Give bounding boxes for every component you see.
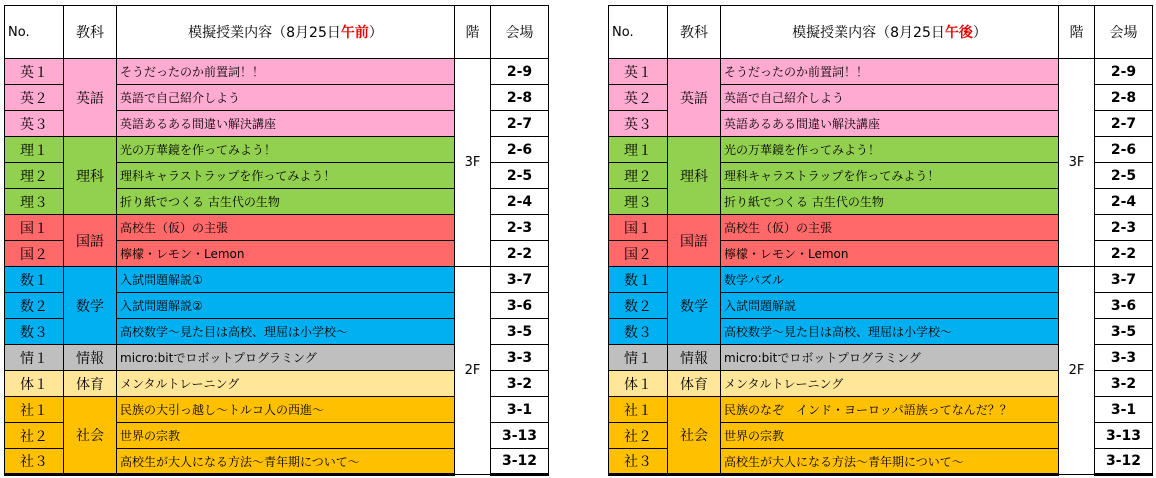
row-number: 社２ bbox=[5, 423, 64, 449]
venue-room: 2-2 bbox=[491, 241, 549, 267]
row-number: 数１ bbox=[5, 267, 64, 293]
lesson-title: そうだったのか前置詞！！ bbox=[117, 59, 455, 85]
lesson-title: 高校数学～見た目は高校、理屈は小学校～ bbox=[117, 319, 455, 345]
row-number: 英１ bbox=[5, 59, 64, 85]
row-number: 理２ bbox=[609, 163, 668, 189]
header-title-suffix: ） bbox=[368, 25, 383, 41]
lesson-title: 光の万華鏡を作ってみよう！ bbox=[721, 137, 1059, 163]
header-row bbox=[609, 6, 1153, 59]
header-floor: 階 bbox=[1059, 6, 1095, 59]
header-title bbox=[721, 6, 1059, 59]
venue-room: 3-5 bbox=[491, 319, 549, 345]
table-row bbox=[5, 267, 549, 293]
lesson-title: micro:bitでロボットプログラミング bbox=[721, 345, 1059, 371]
lesson-title: 英語あるある間違い解決講座 bbox=[721, 111, 1059, 137]
lesson-title: 世界の宗教 bbox=[117, 423, 455, 449]
subject-cell-english: 英語 bbox=[64, 59, 117, 137]
venue-room: 2-6 bbox=[1095, 137, 1153, 163]
lesson-title: 数学パズル bbox=[721, 267, 1059, 293]
lesson-title: 入試問題解説① bbox=[117, 267, 455, 293]
venue-room: 3-1 bbox=[1095, 397, 1153, 423]
venue-room: 2-5 bbox=[1095, 163, 1153, 189]
header-floor: 階 bbox=[455, 6, 491, 59]
table-row bbox=[609, 267, 1153, 293]
subject-cell-math: 数学 bbox=[64, 267, 117, 345]
lesson-title: 折り紙でつくる 古生代の生物 bbox=[721, 189, 1059, 215]
header-row bbox=[5, 6, 549, 59]
header-no: No. bbox=[609, 6, 668, 59]
row-number: 理１ bbox=[5, 137, 64, 163]
header-title-suffix: ） bbox=[972, 25, 987, 41]
lesson-title: 英語で自己紹介しよう bbox=[721, 85, 1059, 111]
venue-room: 3-6 bbox=[491, 293, 549, 319]
subject-cell-info: 情報 bbox=[64, 345, 117, 371]
venue-room: 3-2 bbox=[1095, 371, 1153, 397]
lesson-title: 理科キャラストラップを作ってみよう！ bbox=[721, 163, 1059, 189]
header-title-highlight: 午後 bbox=[944, 25, 973, 41]
header-no: No. bbox=[5, 6, 64, 59]
row-number: 数２ bbox=[5, 293, 64, 319]
row-number: 情１ bbox=[609, 345, 668, 371]
row-number: 英３ bbox=[609, 111, 668, 137]
morning-schedule-table bbox=[4, 5, 549, 476]
venue-room: 2-4 bbox=[491, 189, 549, 215]
lesson-title: 光の万華鏡を作ってみよう！ bbox=[117, 137, 455, 163]
lesson-title: 理科キャラストラップを作ってみよう！ bbox=[117, 163, 455, 189]
lesson-title: 高校数学～見た目は高校、理屈は小学校～ bbox=[721, 319, 1059, 345]
table-row bbox=[609, 59, 1153, 85]
venue-room: 2-2 bbox=[1095, 241, 1153, 267]
row-number: 国２ bbox=[609, 241, 668, 267]
venue-room: 3-13 bbox=[491, 423, 549, 449]
venue-room: 3-7 bbox=[1095, 267, 1153, 293]
subject-cell-japanese: 国語 bbox=[64, 215, 117, 267]
venue-room: 3-12 bbox=[491, 449, 549, 475]
row-number: 社２ bbox=[609, 423, 668, 449]
venue-room: 3-3 bbox=[1095, 345, 1153, 371]
lesson-title: 英語で自己紹介しよう bbox=[117, 85, 455, 111]
venue-room: 2-6 bbox=[491, 137, 549, 163]
venue-room: 2-9 bbox=[491, 59, 549, 85]
lesson-title: 折り紙でつくる 古生代の生物 bbox=[117, 189, 455, 215]
row-number: 体１ bbox=[5, 371, 64, 397]
venue-room: 2-9 bbox=[1095, 59, 1153, 85]
venue-room: 3-1 bbox=[491, 397, 549, 423]
venue-room: 2-5 bbox=[491, 163, 549, 189]
subject-cell-science: 理科 bbox=[668, 137, 721, 215]
lesson-title: 高校生が大人になる方法～青年期について～ bbox=[721, 449, 1059, 475]
afternoon-schedule-table bbox=[608, 5, 1153, 476]
venue-room: 2-7 bbox=[491, 111, 549, 137]
floor-cell-3f: 3F bbox=[1059, 59, 1095, 267]
row-number: 英２ bbox=[5, 85, 64, 111]
row-number: 国２ bbox=[5, 241, 64, 267]
subject-cell-social: 社会 bbox=[64, 397, 117, 475]
row-number: 数２ bbox=[609, 293, 668, 319]
lesson-title: 檸檬・レモン・Lemon bbox=[117, 241, 455, 267]
venue-room: 2-3 bbox=[491, 215, 549, 241]
lesson-title: micro:bitでロボットプログラミング bbox=[117, 345, 455, 371]
subject-cell-info: 情報 bbox=[668, 345, 721, 371]
row-number: 数３ bbox=[609, 319, 668, 345]
row-number: 社３ bbox=[609, 449, 668, 475]
row-number: 英１ bbox=[609, 59, 668, 85]
venue-room: 3-12 bbox=[1095, 449, 1153, 475]
row-number: 数３ bbox=[5, 319, 64, 345]
subject-cell-math: 数学 bbox=[668, 267, 721, 345]
floor-cell-2f: 2F bbox=[455, 267, 491, 475]
row-number: 英３ bbox=[5, 111, 64, 137]
row-number: 理２ bbox=[5, 163, 64, 189]
header-title-prefix: 模擬授業内容（8月25日 bbox=[188, 25, 341, 41]
lesson-title: 民族のなぞ インド・ヨーロッパ語族ってなんだ？？ bbox=[721, 397, 1059, 423]
subject-cell-social: 社会 bbox=[668, 397, 721, 475]
lesson-title: そうだったのか前置詞！！ bbox=[721, 59, 1059, 85]
subject-cell-english: 英語 bbox=[668, 59, 721, 137]
row-number: 理１ bbox=[609, 137, 668, 163]
venue-room: 2-7 bbox=[1095, 111, 1153, 137]
venue-room: 2-4 bbox=[1095, 189, 1153, 215]
row-number: 社３ bbox=[5, 449, 64, 475]
row-number: 英２ bbox=[609, 85, 668, 111]
floor-cell-2f: 2F bbox=[1059, 267, 1095, 475]
venue-room: 2-8 bbox=[1095, 85, 1153, 111]
header-title-highlight: 午前 bbox=[340, 25, 369, 41]
lesson-title: 世界の宗教 bbox=[721, 423, 1059, 449]
subject-cell-science: 理科 bbox=[64, 137, 117, 215]
venue-room: 3-7 bbox=[491, 267, 549, 293]
header-title bbox=[117, 6, 455, 59]
row-number: 社１ bbox=[609, 397, 668, 423]
header-venue: 会場 bbox=[1095, 6, 1153, 59]
floor-cell-3f: 3F bbox=[455, 59, 491, 267]
subject-cell-pe: 体育 bbox=[668, 371, 721, 397]
lesson-title: 民族の大引っ越し～トルコ人の西進～ bbox=[117, 397, 455, 423]
row-number: 国１ bbox=[5, 215, 64, 241]
venue-room: 2-8 bbox=[491, 85, 549, 111]
subject-cell-pe: 体育 bbox=[64, 371, 117, 397]
venue-room: 3-13 bbox=[1095, 423, 1153, 449]
row-number: 社１ bbox=[5, 397, 64, 423]
header-title-prefix: 模擬授業内容（8月25日 bbox=[792, 25, 945, 41]
lesson-title: 高校生（仮）の主張 bbox=[721, 215, 1059, 241]
row-number: 国１ bbox=[609, 215, 668, 241]
lesson-title: 英語あるある間違い解決講座 bbox=[117, 111, 455, 137]
header-subject: 教科 bbox=[668, 6, 721, 59]
lesson-title: 高校生（仮）の主張 bbox=[117, 215, 455, 241]
table-row bbox=[5, 59, 549, 85]
venue-room: 3-3 bbox=[491, 345, 549, 371]
venue-room: 3-5 bbox=[1095, 319, 1153, 345]
venue-room: 2-3 bbox=[1095, 215, 1153, 241]
venue-room: 3-2 bbox=[491, 371, 549, 397]
lesson-title: 入試問題解説② bbox=[117, 293, 455, 319]
row-number: 体１ bbox=[609, 371, 668, 397]
header-subject: 教科 bbox=[64, 6, 117, 59]
lesson-title: メンタルトレーニング bbox=[721, 371, 1059, 397]
row-number: 情１ bbox=[5, 345, 64, 371]
row-number: 理３ bbox=[5, 189, 64, 215]
row-number: 数１ bbox=[609, 267, 668, 293]
header-venue: 会場 bbox=[491, 6, 549, 59]
lesson-title: 檸檬・レモン・Lemon bbox=[721, 241, 1059, 267]
lesson-title: メンタルトレーニング bbox=[117, 371, 455, 397]
row-number: 理３ bbox=[609, 189, 668, 215]
subject-cell-japanese: 国語 bbox=[668, 215, 721, 267]
lesson-title: 高校生が大人になる方法～青年期について～ bbox=[117, 449, 455, 475]
venue-room: 3-6 bbox=[1095, 293, 1153, 319]
lesson-title: 入試問題解説 bbox=[721, 293, 1059, 319]
